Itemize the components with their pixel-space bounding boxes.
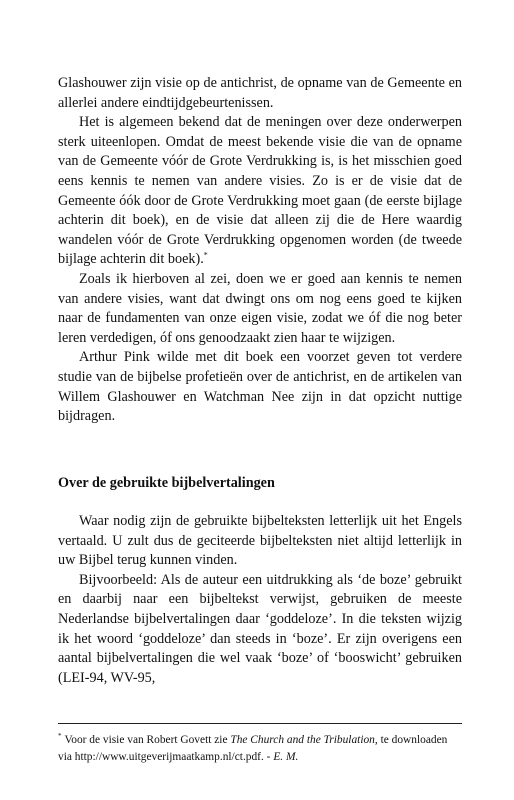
paragraph-views-text: Het is algemeen bekend dat de meningen over deze onderwerpen sterk uiteenlopen. Omdat de meest bekende visie die van de opname van de Gemeente vóór de Grote Verdrukking is, is het misschien goed eens kennis te nemen van andere visies. Zo is er de visie dat de Gemeente óók door de Grote Verdrukking moet gaan (de eerste bijlage achterin dit boek), en de visie dat alleen zij die de Here waardig wandelen vóór de Grote Verdrukking opgenomen worden (de tweede bijlage achterin dit boek). bbox=[58, 114, 462, 268]
footnote-book-title: The Church and the Tribulation bbox=[230, 734, 375, 746]
footnote-text-after: , te downloaden via http://www.uitgeverijmaatkamp.nl/ct.pdf. - bbox=[58, 734, 448, 763]
footnote bbox=[58, 732, 462, 765]
body-text-section bbox=[58, 512, 462, 688]
paragraph-arthur-pink: Arthur Pink wilde met dit boek een voorzet geven tot verdere studie van de bijbelse profetieën over de antichrist, en de artikelen van Willem Glashouwer en Watchman Nee zijn in dat opzicht nuttige bijdragen. bbox=[58, 349, 462, 425]
footnote-divider bbox=[58, 723, 462, 724]
footnote-mark: * bbox=[58, 732, 62, 741]
section-heading: Over de gebruikte bijbelvertalingen bbox=[58, 475, 275, 491]
footnote-text-before: Voor de visie van Robert Govett zie bbox=[64, 734, 231, 746]
paragraph-other-views: Zoals ik hierboven al zei, doen we er goed aan kennis te nemen van andere visies, want dat dwingt ons om nog eens goed te kijken naar de fundamenten van onze eigen visie, zodat we óf die nog beter leren verdedigen, óf ons genoodzaakt zien haar te wijzigen. bbox=[58, 270, 462, 346]
paragraph-views bbox=[58, 113, 462, 270]
body-text-top bbox=[58, 74, 462, 427]
paragraph-example: Bijvoorbeeld: Als de auteur een uitdrukking als ‘de boze’ gebruikt en daarbij naar een bijbeltekst verwijst, gebruiken de meeste Nederlandse bijbelvertalingen daar ‘goddeloze’. In die teksten wijzig ik het woord ‘goddeloze’ dan steeds in ‘boze’. Er zijn overigens een aantal bijbelvertalingen die wel vaak ‘boze’ of ‘booswicht’ gebruiken (LEI-94, WV-95, bbox=[58, 571, 462, 686]
footnote-reference[interactable]: * bbox=[203, 250, 208, 260]
paragraph-translation-note: Waar nodig zijn de gebruikte bijbelteksten letterlijk uit het Engels vertaald. U zult dus de geciteerde bijbelteksten niet altijd letterlijk in uw Bijbel terug kunnen vinden. bbox=[58, 513, 462, 569]
footnote-initials: E. M. bbox=[273, 750, 299, 763]
paragraph-continued: Glashouwer zijn visie op de antichrist, de opname van de Gemeente en allerlei andere eindtijdgebeurtenissen. bbox=[58, 75, 462, 111]
